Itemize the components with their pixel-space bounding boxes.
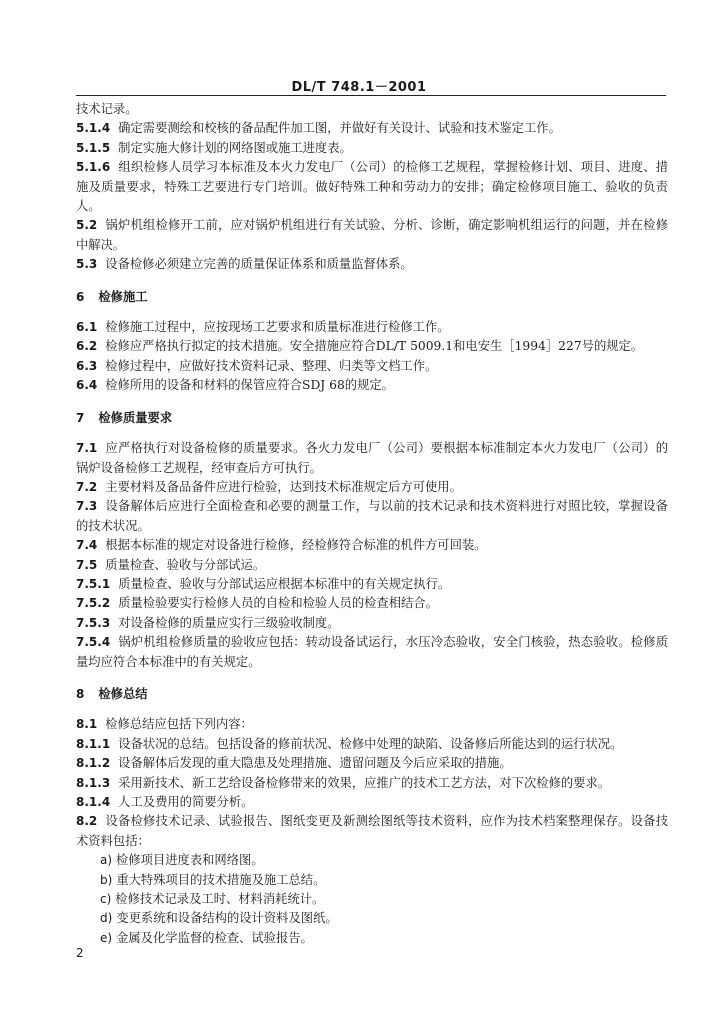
clause-paragraph bbox=[76, 216, 668, 255]
clause-number: 7.4 bbox=[76, 538, 98, 553]
clause-number: 5.1.4 bbox=[76, 121, 111, 136]
section-title: 检修总结 bbox=[98, 686, 148, 701]
clause-number: a) bbox=[100, 853, 113, 868]
clause-text: 确定需要测绘和校核的备品配件加工图，并做好有关设计、试验和技术鉴定工作。 bbox=[118, 121, 561, 136]
clause-text: 应严格执行对设备检修的质量要求。各火力发电厂（公司）要根据本标准制定本火力发电厂（公司）的锅炉设备检修工艺规程，经审查后方可执行。 bbox=[76, 441, 668, 475]
clause-text: 人工及费用的简要分析。 bbox=[118, 795, 254, 809]
clause-paragraph bbox=[76, 255, 668, 274]
clause-number: 7.5.2 bbox=[76, 596, 111, 611]
clause-paragraph bbox=[76, 812, 668, 851]
clause-number: 5.2 bbox=[76, 218, 98, 233]
clause-paragraph bbox=[76, 536, 668, 555]
clause-text: 金属及化学监督的检查、试验报告。 bbox=[116, 930, 313, 945]
clause-number: 8 bbox=[76, 686, 85, 701]
clause-paragraph bbox=[76, 497, 668, 536]
clause-paragraph bbox=[76, 633, 668, 672]
clause-paragraph bbox=[76, 594, 668, 613]
clause-paragraph bbox=[76, 556, 668, 575]
page-number: 2 bbox=[76, 946, 84, 960]
clause-number: b) bbox=[100, 872, 113, 887]
clause-paragraph bbox=[76, 139, 668, 158]
list-item bbox=[76, 851, 668, 870]
clause-number: 8.1.1 bbox=[76, 736, 111, 751]
list-item bbox=[76, 890, 668, 909]
document-body bbox=[76, 100, 668, 948]
clause-number: 5.1.5 bbox=[76, 140, 111, 155]
clause-paragraph bbox=[76, 614, 668, 633]
clause-number: 7.5.4 bbox=[76, 635, 111, 650]
clause-text: 组织检修人员学习本标准及本火力发电厂（公司）的检修工艺规程，掌握检修计划、项目、进度、措施及质量要求，特殊工艺要进行专门培训。做好特殊工种和劳动力的安排；确定检修项目施工、验收的负责人。 bbox=[76, 160, 668, 214]
clause-text: 设备检修技术记录、试验报告、图纸变更及新测绘图纸等技术资料，应作为技术档案整理保存。设备技术资料包括： bbox=[76, 814, 668, 848]
section-title: 检修施工 bbox=[98, 289, 148, 304]
clause-text: 检修应严格执行拟定的技术措施。安全措施应符合DL/T 5009.1和电安生［1994］227号的规定。 bbox=[105, 339, 644, 354]
clause-number: 8.1.3 bbox=[76, 775, 111, 790]
section-heading bbox=[76, 288, 668, 307]
clause-number: 7.5.1 bbox=[76, 576, 111, 591]
clause-number: 6.2 bbox=[76, 339, 98, 354]
header-rule bbox=[76, 95, 666, 96]
clause-text: 技术记录。 bbox=[76, 102, 138, 116]
clause-paragraph bbox=[76, 119, 668, 138]
clause-number: 6.3 bbox=[76, 358, 98, 373]
clause-paragraph bbox=[76, 158, 668, 216]
clause-number: e) bbox=[100, 930, 113, 945]
clause-paragraph bbox=[76, 337, 668, 356]
clause-text: 检修总结应包括下列内容： bbox=[105, 717, 253, 732]
section-heading bbox=[76, 409, 668, 428]
clause-number: 7.5.3 bbox=[76, 615, 111, 630]
list-item bbox=[76, 929, 668, 948]
section-heading bbox=[76, 685, 668, 704]
clause-text: 检修项目进度表和网络图。 bbox=[116, 853, 264, 868]
clause-paragraph bbox=[76, 793, 668, 812]
clause-text: 设备检修必须建立完善的质量保证体系和质量监督体系。 bbox=[105, 257, 413, 272]
clause-text: 根据本标准的规定对设备进行检修，经检修符合标准的机件方可回装。 bbox=[105, 538, 487, 553]
clause-text: 设备解体后发现的重大隐患及处理措施、遗留问题及今后应采取的措施。 bbox=[118, 756, 512, 771]
clause-text: 设备状况的总结。包括设备的修前状况、检修中处理的缺陷、设备修后所能达到的运行状况。 bbox=[118, 736, 623, 751]
clause-text: 对设备检修的质量应实行三级验收制度。 bbox=[118, 615, 340, 630]
list-item bbox=[76, 871, 668, 890]
clause-number: 7.3 bbox=[76, 499, 98, 514]
clause-paragraph bbox=[76, 715, 668, 734]
clause-text: 检修施工过程中，应按现场工艺要求和质量标准进行检修工作。 bbox=[105, 320, 450, 335]
clause-text: 检修技术记录及工时、材料消耗统计。 bbox=[115, 892, 325, 907]
clause-text: 锅炉机组检修开工前，应对锅炉机组进行有关试验、分析、诊断，确定影响机组运行的问题，并在检修中解决。 bbox=[76, 218, 668, 252]
clause-number: 7.1 bbox=[76, 441, 98, 456]
page-header: DL/T 748.1－2001 bbox=[291, 80, 427, 95]
clause-number: 7 bbox=[76, 410, 85, 425]
clause-text: 重大特殊项目的技术措施及施工总结。 bbox=[116, 872, 326, 887]
clause-paragraph bbox=[76, 318, 668, 337]
clause-text: 质量检查、验收与分部试运。 bbox=[105, 557, 266, 572]
clause-paragraph bbox=[76, 100, 668, 119]
clause-paragraph bbox=[76, 575, 668, 594]
clause-number: 6 bbox=[76, 289, 85, 304]
clause-paragraph bbox=[76, 439, 668, 478]
clause-text: 变更系统和设备结构的设计资料及图纸。 bbox=[116, 911, 338, 926]
clause-text: 检修过程中，应做好技术资料记录、整理、归类等文档工作。 bbox=[105, 358, 438, 373]
clause-number: 8.1.2 bbox=[76, 756, 111, 771]
clause-text: 制定实施大修计划的网络图或施工进度表。 bbox=[118, 140, 352, 155]
section-title: 检修质量要求 bbox=[98, 410, 173, 425]
clause-paragraph bbox=[76, 376, 668, 395]
clause-paragraph bbox=[76, 357, 668, 376]
clause-number: 6.4 bbox=[76, 378, 98, 393]
clause-text: 采用新技术、新工艺给设备检修带来的效果，应推广的技术工艺方法，对下次检修的要求。 bbox=[118, 775, 611, 790]
clause-text: 质量检查、验收与分部试运应根据本标准中的有关规定执行。 bbox=[118, 576, 451, 591]
clause-number: 8.1 bbox=[76, 717, 98, 732]
clause-number: c) bbox=[100, 892, 112, 907]
clause-text: 质量检验要实行检修人员的自检和检验人员的检查相结合。 bbox=[118, 596, 438, 611]
clause-number: 7.5 bbox=[76, 557, 98, 572]
clause-paragraph bbox=[76, 735, 668, 754]
clause-paragraph bbox=[76, 774, 668, 793]
clause-text: 锅炉机组检修质量的验收应包括：转动设备试运行，水压冷态验收，安全门核验，热态验收。检修质量均应符合本标准中的有关规定。 bbox=[76, 635, 668, 669]
clause-paragraph bbox=[76, 754, 668, 773]
clause-number: 8.1.4 bbox=[76, 795, 111, 809]
clause-text: 设备解体后应进行全面检查和必要的测量工作，与以前的技术记录和技术资料进行对照比较，掌握设备的技术状况。 bbox=[76, 499, 668, 533]
clause-number: 6.1 bbox=[76, 320, 98, 335]
list-item bbox=[76, 909, 668, 928]
clause-number: 8.2 bbox=[76, 814, 98, 829]
clause-text: 检修所用的设备和材料的保管应符合SDJ 68的规定。 bbox=[105, 378, 394, 393]
clause-number: 5.1.6 bbox=[76, 160, 111, 175]
clause-text: 主要材料及备品备件应进行检验，达到技术标准规定后方可使用。 bbox=[105, 479, 462, 494]
clause-number: 5.3 bbox=[76, 257, 98, 272]
clause-number: 7.2 bbox=[76, 479, 98, 494]
clause-paragraph bbox=[76, 478, 668, 497]
clause-number: d) bbox=[100, 911, 113, 926]
